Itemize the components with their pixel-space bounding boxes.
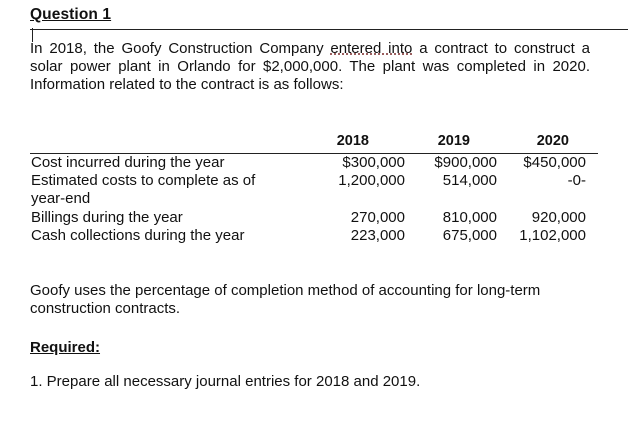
divider-line	[30, 29, 628, 30]
cell-collections-2019: 675,000	[442, 227, 497, 244]
cell-billings-2019: 810,000	[442, 209, 497, 226]
cell-cost-2020: $450,000	[523, 154, 586, 171]
cell-collections-2018: 223,000	[350, 227, 405, 244]
row-label-estimated-costs-cont: year-end	[31, 190, 91, 207]
required-item-1: 1. Prepare all necessary journal entries for 2018 and 2019.	[30, 373, 421, 390]
method-paragraph: Goofy uses the percentage of completion method of accounting for long-term construction contracts.	[30, 282, 541, 317]
row-label-cost-incurred: Cost incurred during the year	[31, 154, 225, 171]
intro-underlined-phrase: entered into	[330, 40, 413, 57]
row-label-estimated-costs: Estimated costs to complete as of	[31, 172, 256, 189]
intro-paragraph	[30, 40, 590, 94]
cell-cost-2019: $900,000	[434, 154, 497, 171]
question-title: Question 1	[30, 6, 112, 23]
cell-billings-2018: 270,000	[350, 209, 405, 226]
year-header-2018: 2018	[336, 133, 369, 149]
cell-billings-2020: 920,000	[531, 209, 586, 226]
row-label-billings: Billings during the year	[31, 209, 183, 226]
cell-cost-2018: $300,000	[342, 154, 405, 171]
cell-collections-2020: 1,102,000	[519, 227, 586, 244]
row-label-cash-collections: Cash collections during the year	[31, 227, 245, 244]
year-header-2019: 2019	[437, 133, 470, 149]
intro-text-end: a contract to construct a solar power plant in Orlando for $2,000,000. The plant was completed in 2020. Information related to the contract is as follows:	[30, 40, 591, 93]
cell-estimated-2019: 514,000	[442, 172, 497, 189]
cell-estimated-2020: -0-	[567, 172, 586, 189]
required-heading: Required:	[30, 339, 101, 356]
cell-estimated-2018: 1,200,000	[338, 172, 405, 189]
intro-text-start: In 2018, the Goofy Construction Company	[30, 40, 331, 57]
year-header-2020: 2020	[536, 133, 569, 149]
